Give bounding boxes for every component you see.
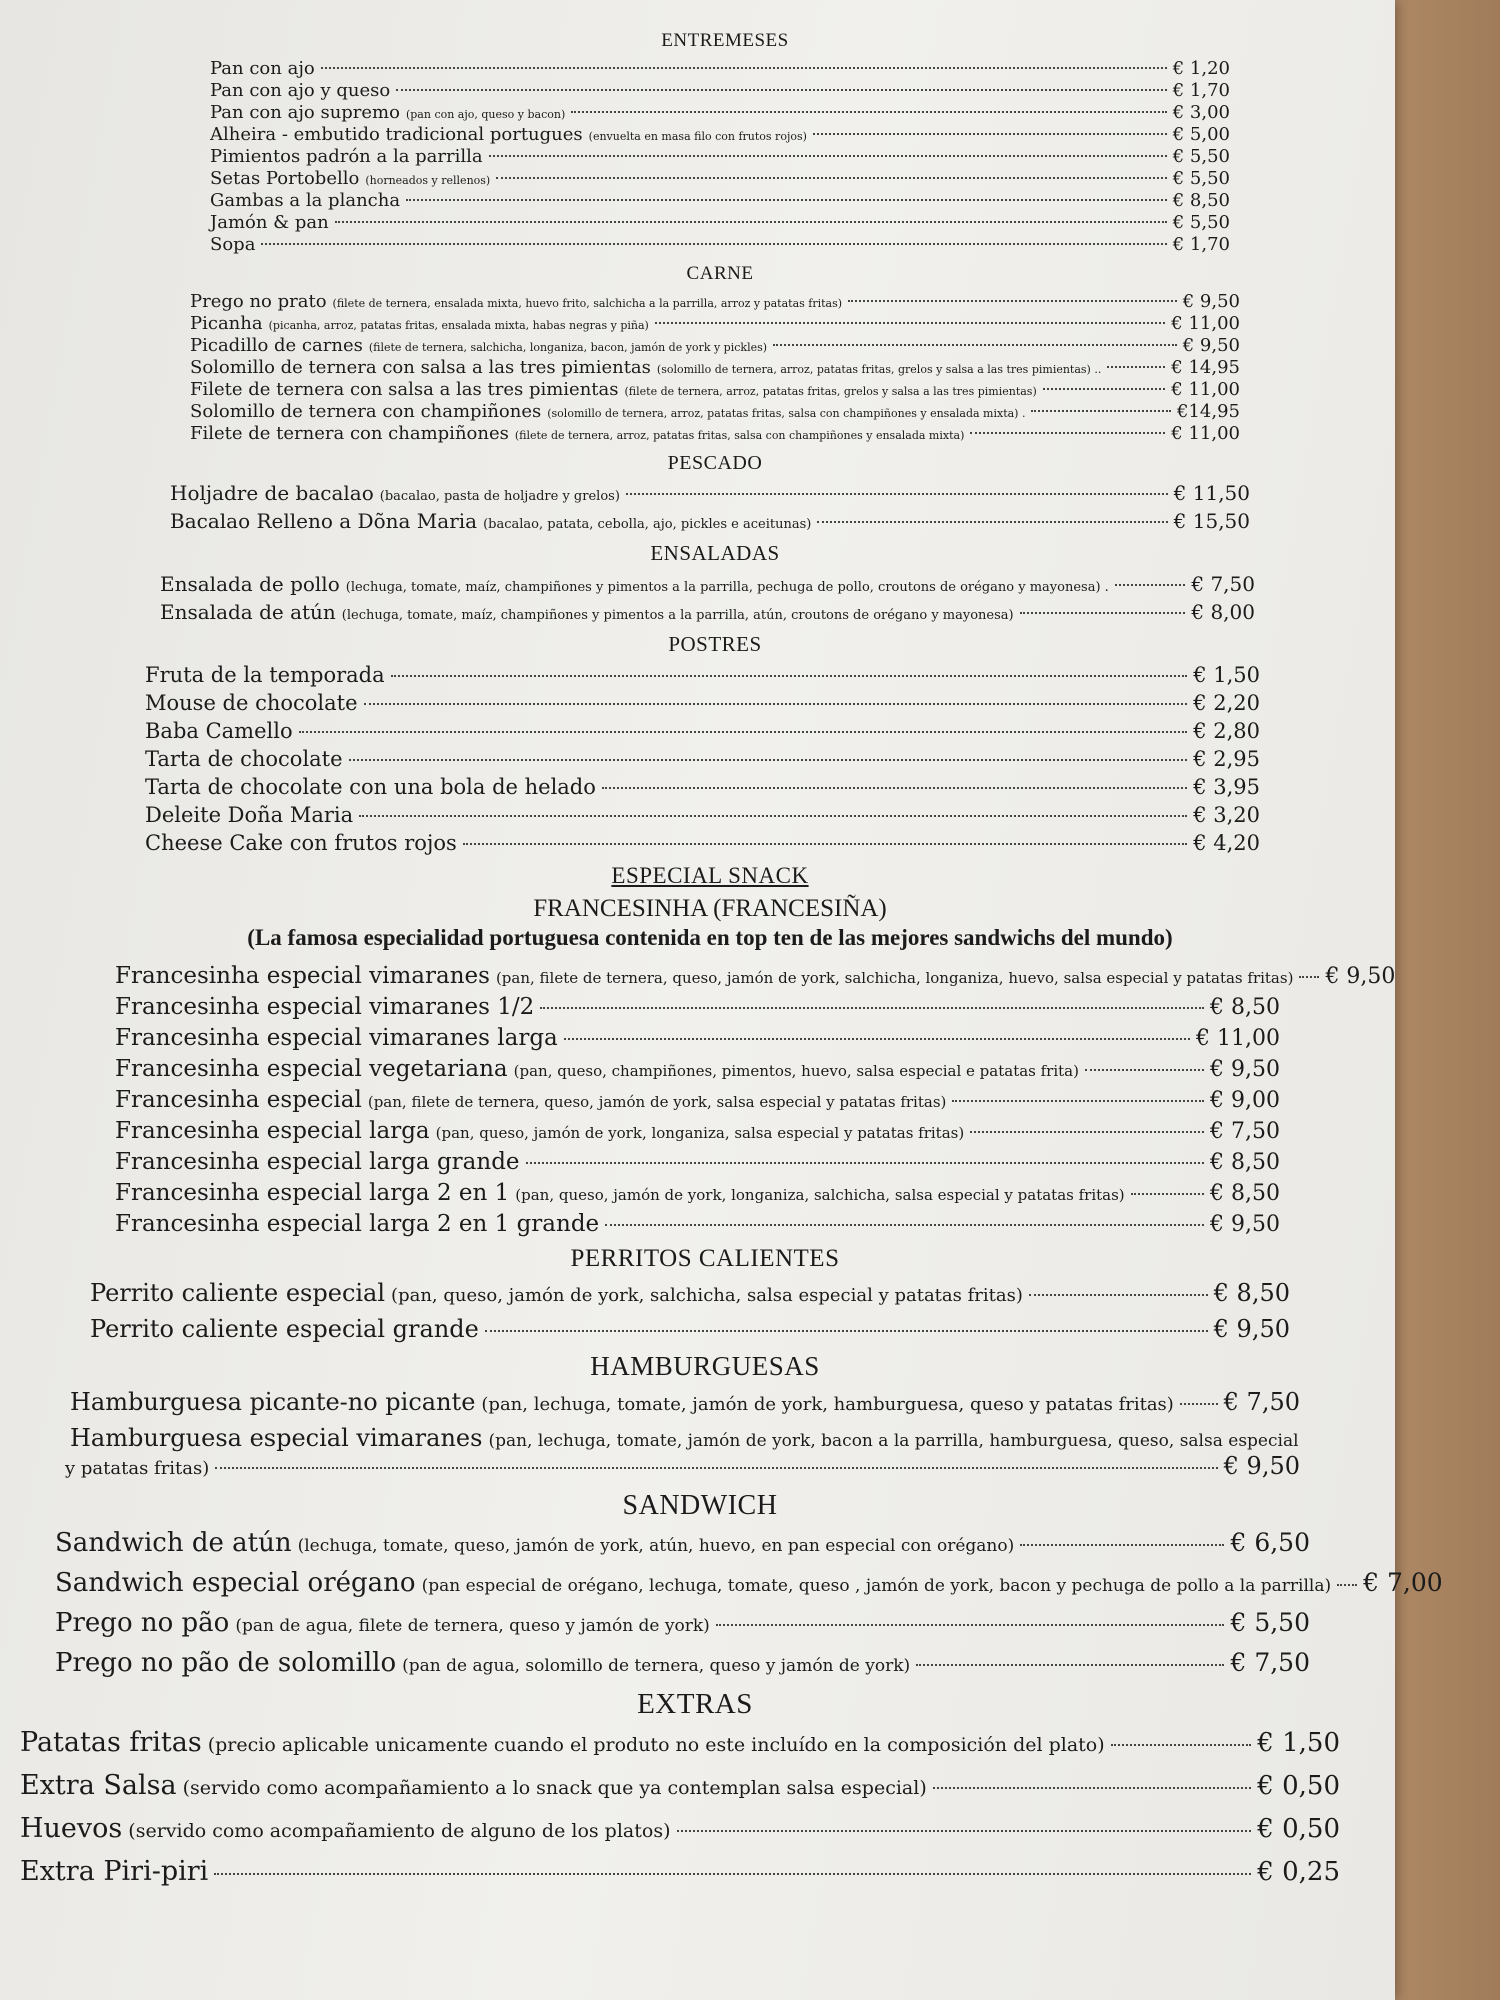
menu-item	[190, 423, 1240, 444]
dot-leader	[817, 521, 1167, 523]
menu-item	[210, 80, 1230, 101]
item-price: € 9,50	[1210, 1212, 1280, 1237]
menu-item	[160, 572, 1255, 596]
item-name: Francesinha especial larga grande	[115, 1149, 520, 1175]
menu-item	[210, 234, 1230, 255]
item-name: Prego no pão de solomillo	[55, 1648, 397, 1678]
item-price: € 1,70	[1172, 234, 1230, 255]
section-perritos	[90, 1279, 1290, 1343]
item-desc: (pan, queso, champiñones, pimentos, huevo, salsa especial e patatas frita)	[513, 1062, 1079, 1080]
menu-item	[210, 58, 1230, 79]
dot-leader	[564, 1038, 1190, 1040]
item-desc: (lechuga, tomate, maíz, champiñones y pimentos a la parrilla, pechuga de pollo, croutons de orégano y mayonesa) .	[345, 580, 1109, 595]
menu-item	[115, 1056, 1280, 1082]
table-surface	[1380, 0, 1500, 2000]
dot-leader	[773, 344, 1177, 346]
item-price: € 0,50	[1257, 1771, 1340, 1801]
section-title-ensaladas: ENSALADAS	[650, 541, 780, 565]
dot-leader	[813, 133, 1167, 135]
item-name: Hamburguesa especial vimaranes	[70, 1424, 483, 1452]
item-name: Extra Piri-piri	[20, 1856, 209, 1887]
dot-leader	[215, 1467, 1217, 1469]
item-price: € 8,50	[1172, 190, 1230, 211]
section-pescado	[170, 481, 1250, 533]
section-postres	[145, 663, 1260, 855]
section-entremeses	[210, 58, 1230, 255]
dot-leader	[359, 815, 1187, 817]
item-name: Tarta de chocolate	[145, 747, 343, 771]
item-desc: (pan, lechuga, tomate, jamón de york, hamburguesa, queso y patatas fritas)	[481, 1394, 1174, 1415]
item-name: Setas Portobello	[210, 168, 360, 189]
item-price: € 11,00	[1171, 379, 1240, 400]
item-price: € 7,50	[1223, 1388, 1300, 1416]
menu-item	[145, 663, 1260, 687]
dot-leader	[463, 843, 1187, 845]
item-name: Francesinha especial larga 2 en 1 grande	[115, 1211, 600, 1237]
dot-leader	[970, 1131, 1204, 1133]
menu-item	[20, 1856, 1340, 1887]
francesinha-tagline: (La famosa especialidad portuguesa contenida en top ten de las mejores sandwichs del mundo)	[247, 925, 1173, 950]
dot-leader	[396, 89, 1167, 91]
item-price: € 6,50	[1230, 1528, 1310, 1557]
dot-leader	[1131, 1193, 1204, 1195]
item-name: Francesinha especial vimaranes	[115, 963, 490, 989]
menu-item	[115, 1211, 1280, 1237]
item-desc: (servido como acompañamiento de alguno de los platos)	[128, 1820, 671, 1842]
item-price: € 1,50	[1193, 663, 1260, 687]
francesinha-subtitle: FRANCESINHA (FRANCESIÑA)	[533, 895, 887, 922]
menu-item	[145, 831, 1260, 855]
section-francesinha	[115, 963, 1396, 1237]
item-desc: (solomillo de ternera, arroz, patatas fritas, salsa con champiñones y ensalada mixta) .	[547, 407, 1026, 420]
dot-leader	[571, 111, 1166, 113]
menu-item	[210, 212, 1230, 233]
dot-leader	[485, 1330, 1208, 1332]
item-name: Francesinha especial larga	[115, 1118, 430, 1144]
menu-item	[55, 1608, 1310, 1638]
item-price: € 9,50	[1210, 1057, 1280, 1082]
section-ensaladas	[160, 572, 1255, 624]
item-name: Picadillo de carnes	[190, 335, 363, 356]
item-desc: (lechuga, tomate, maíz, champiñones y pimentos a la parrilla, atún, croutons de orégano y mayonesa)	[341, 608, 1014, 623]
menu-item	[190, 335, 1240, 356]
item-name: Sandwich de atún	[55, 1528, 292, 1558]
item-desc: (pan especial de orégano, lechuga, tomate, queso , jamón de york, bacon y pechuga de pollo a la parrilla)	[421, 1576, 1332, 1596]
item-name: Hamburguesa picante-no picante	[70, 1388, 476, 1416]
dot-leader	[364, 703, 1188, 705]
item-name: Sandwich especial orégano	[55, 1568, 416, 1598]
item-name: Picanha	[190, 313, 263, 334]
item-name: Holjadre de bacalao	[170, 481, 374, 505]
item-name: Sopa	[210, 234, 256, 255]
item-price: € 11,00	[1171, 423, 1240, 444]
item-desc: (filete de ternera, salchicha, longaniza, bacon, jamón de york y pickles)	[368, 341, 768, 354]
dot-leader	[349, 759, 1188, 761]
item-name: Tarta de chocolate con una bola de helado	[145, 775, 596, 799]
item-name: Extra Salsa	[20, 1770, 177, 1801]
menu-item	[160, 600, 1255, 624]
item-desc: (picanha, arroz, patatas fritas, ensalada mixta, habas negras y piña)	[268, 319, 649, 332]
item-name: Perrito caliente especial	[90, 1279, 386, 1307]
item-price: € 9,50	[1223, 1452, 1300, 1480]
menu-item	[55, 1648, 1310, 1678]
section-title-entremeses: ENTREMESES	[661, 30, 789, 51]
dot-leader	[1115, 584, 1186, 586]
menu-item	[115, 1149, 1280, 1175]
section-sandwich	[55, 1528, 1443, 1678]
dot-leader	[496, 177, 1167, 179]
item-name: Filete de ternera con champiñones	[190, 423, 509, 444]
item-name: Baba Camello	[145, 719, 293, 743]
item-price: € 9,00	[1210, 1088, 1280, 1113]
dot-leader	[1020, 612, 1186, 614]
dot-leader	[1085, 1069, 1204, 1071]
item-price: € 9,50	[1325, 964, 1396, 989]
dot-leader	[1031, 410, 1171, 412]
item-price: € 11,00	[1171, 313, 1240, 334]
dot-leader	[261, 243, 1166, 245]
dot-leader	[1180, 1403, 1218, 1405]
dot-leader	[1043, 388, 1166, 390]
menu-item	[115, 1087, 1280, 1113]
menu-item	[115, 1025, 1280, 1051]
item-name: Mouse de chocolate	[145, 691, 358, 715]
item-name: Solomillo de ternera con salsa a las tres pimientas	[190, 357, 651, 378]
item-price: € 2,95	[1193, 747, 1260, 771]
item-desc: (bacalao, patata, cebolla, ajo, pickles e aceitunas)	[483, 517, 812, 532]
item-name: Pan con ajo supremo	[210, 102, 400, 123]
menu	[20, 22, 1443, 1899]
item-price: € 8,50	[1210, 995, 1280, 1020]
dot-leader	[214, 1873, 1251, 1875]
item-price: € 9,50	[1182, 291, 1240, 312]
item-desc: (pan de agua, solomillo de ternera, queso y jamón de york)	[402, 1656, 911, 1676]
item-name: Pan con ajo	[210, 58, 315, 79]
item-name: Gambas a la plancha	[210, 190, 401, 211]
item-name: Prego no pão	[55, 1608, 230, 1638]
item-price: € 8,00	[1191, 600, 1255, 624]
menu-item	[145, 747, 1260, 771]
menu-item	[210, 190, 1230, 211]
item-name: Francesinha especial vimaranes larga	[115, 1025, 558, 1051]
menu-item	[145, 803, 1260, 827]
menu-item	[170, 481, 1250, 505]
menu-item	[210, 102, 1230, 123]
item-price: € 1,70	[1172, 80, 1230, 101]
section-title-postres: POSTRES	[668, 632, 762, 656]
section-extras	[20, 1727, 1340, 1887]
item-name: Francesinha especial vimaranes 1/2	[115, 994, 535, 1020]
item-price: € 1,20	[1172, 58, 1230, 79]
menu-item	[115, 994, 1280, 1020]
item-name: Huevos	[20, 1813, 123, 1844]
section-hamburguesas	[65, 1388, 1300, 1480]
item-name: Cheese Cake con frutos rojos	[145, 831, 457, 855]
item-desc: (lechuga, tomate, queso, jamón de york, atún, huevo, en pan especial con orégano)	[297, 1536, 1015, 1556]
menu-item	[190, 313, 1240, 334]
menu-item	[115, 1118, 1280, 1144]
item-name: Bacalao Relleno a Dõna Maria	[170, 509, 478, 533]
menu-item	[115, 963, 1396, 989]
dot-leader	[916, 1664, 1224, 1666]
item-price: € 3,00	[1172, 102, 1230, 123]
dot-leader	[1337, 1584, 1357, 1586]
item-desc: (bacalao, pasta de holjadre y grelos)	[379, 489, 620, 504]
dot-leader	[321, 67, 1167, 69]
item-name: Pan con ajo y queso	[210, 80, 391, 101]
dot-leader	[1299, 976, 1319, 978]
item-name: Jamón & pan	[210, 212, 329, 233]
dot-leader	[655, 322, 1165, 324]
item-price: € 14,95	[1171, 357, 1240, 378]
item-desc: (filete de ternera, ensalada mixta, huevo frito, salchicha a la parrilla, arroz y patatas fritas)	[332, 297, 843, 310]
menu-item	[210, 146, 1230, 167]
item-desc: (pan, filete de ternera, queso, jamón de york, salchicha, longaniza, huevo, salsa especial y patatas fritas)	[495, 969, 1294, 987]
menu-item	[145, 775, 1260, 799]
dot-leader	[1111, 1744, 1252, 1746]
item-name: Solomillo de ternera con champiñones	[190, 401, 542, 422]
menu-item	[210, 124, 1230, 145]
menu-item	[55, 1528, 1310, 1558]
item-price: € 0,25	[1257, 1857, 1340, 1887]
dot-leader	[933, 1787, 1252, 1789]
menu-item	[115, 1180, 1280, 1206]
item-price: € 5,50	[1172, 212, 1230, 233]
dot-leader	[299, 731, 1188, 733]
dot-leader	[602, 787, 1187, 789]
item-desc: (precio aplicable unicamente cuando el produto no este incluído en la composición del plato)	[207, 1734, 1105, 1756]
menu-item	[20, 1813, 1340, 1844]
item-name: Pimientos padrón a la parrilla	[210, 146, 483, 167]
item-desc: (servido como acompañamiento a lo snack que ya contemplan salsa especial)	[182, 1777, 927, 1799]
item-price: € 8,50	[1210, 1181, 1280, 1206]
item-price: € 5,50	[1230, 1608, 1310, 1637]
dot-leader	[952, 1100, 1204, 1102]
item-price: € 2,20	[1193, 691, 1260, 715]
menu-item	[145, 719, 1260, 743]
item-desc: (horneados y rellenos)	[365, 174, 491, 187]
section-title-pescado: PESCADO	[667, 452, 763, 474]
item-price: € 3,20	[1193, 803, 1260, 827]
item-price: € 8,50	[1213, 1279, 1290, 1307]
dot-leader	[626, 493, 1168, 495]
dot-leader	[677, 1830, 1252, 1832]
item-price: € 8,50	[1210, 1150, 1280, 1175]
dot-leader	[1029, 1294, 1208, 1296]
menu-item	[190, 379, 1240, 400]
item-name: Ensalada de atún	[160, 600, 336, 624]
item-name: Fruta de la temporada	[145, 663, 385, 687]
item-price: € 5,00	[1172, 124, 1230, 145]
dot-leader	[1107, 366, 1165, 368]
item-name: Filete de ternera con salsa a las tres pimientas	[190, 379, 619, 400]
item-price: € 1,50	[1257, 1728, 1340, 1758]
dot-leader	[716, 1624, 1225, 1626]
item-price: € 3,95	[1193, 775, 1260, 799]
dot-leader	[406, 199, 1167, 201]
item-desc: (pan, queso, jamón de york, longaniza, salsa especial y patatas fritas)	[435, 1124, 965, 1142]
menu-item	[190, 401, 1240, 422]
dot-leader	[335, 221, 1167, 223]
item-price: € 7,50	[1210, 1119, 1280, 1144]
item-name: Patatas fritas	[20, 1727, 202, 1758]
item-name: Prego no prato	[190, 291, 327, 312]
item-price: € 7,50	[1191, 572, 1255, 596]
dot-leader	[540, 1007, 1204, 1009]
menu-item	[55, 1568, 1443, 1598]
section-title-extras: EXTRAS	[637, 1688, 753, 1720]
item-price: € 11,50	[1173, 481, 1250, 505]
menu-item	[70, 1388, 1300, 1416]
menu-item	[20, 1727, 1340, 1758]
dot-leader	[526, 1162, 1204, 1164]
menu-item-hamburguesa-especial	[65, 1424, 1300, 1480]
section-title-sandwich: SANDWICH	[622, 1490, 778, 1521]
item-name: Alheira - embutido tradicional portugues	[210, 124, 583, 145]
section-title-perritos: PERRITOS CALIENTES	[570, 1245, 840, 1272]
item-desc: (solomillo de ternera, arroz, patatas fritas, grelos y salsa a las tres pimientas) ..	[656, 363, 1102, 376]
item-name: Deleite Doña Maria	[145, 803, 354, 827]
dot-leader	[391, 675, 1188, 677]
menu-item	[90, 1279, 1290, 1307]
item-price: € 11,00	[1196, 1026, 1280, 1051]
menu-item	[190, 291, 1240, 312]
item-price: € 2,80	[1193, 719, 1260, 743]
menu-item	[145, 691, 1260, 715]
item-desc: (pan, lechuga, tomate, jamón de york, bacon a la parrilla, hamburguesa, queso, salsa especial	[488, 1431, 1299, 1451]
menu-item	[20, 1770, 1340, 1801]
item-desc: (pan, queso, jamón de york, longaniza, salchicha, salsa especial y patatas fritas)	[515, 1186, 1125, 1204]
item-desc-cont: y patatas fritas)	[65, 1458, 210, 1479]
dot-leader	[970, 432, 1165, 434]
dot-leader	[1020, 1544, 1224, 1546]
section-title-especial-snack: ESPECIAL SNACK	[611, 863, 809, 888]
item-name: Francesinha especial	[115, 1087, 362, 1113]
dot-leader	[605, 1224, 1204, 1226]
item-price: € 15,50	[1173, 509, 1250, 533]
item-price: € 7,00	[1363, 1568, 1443, 1597]
item-desc: (pan, filete de ternera, queso, jamón de york, salsa especial y patatas fritas)	[367, 1093, 947, 1111]
item-price: € 4,20	[1193, 831, 1260, 855]
item-desc: (filete de ternera, arroz, patatas fritas, grelos y salsa a las tres pimientas)	[624, 385, 1037, 398]
item-desc: (envuelta en masa filo con frutos rojos)	[588, 130, 807, 143]
item-desc: (pan, queso, jamón de york, salchicha, salsa especial y patatas fritas)	[391, 1285, 1023, 1306]
item-price: € 9,50	[1213, 1315, 1290, 1343]
item-name: Francesinha especial larga 2 en 1	[115, 1180, 510, 1206]
menu-item	[210, 168, 1230, 189]
item-price: € 0,50	[1257, 1814, 1340, 1844]
dot-leader	[848, 300, 1177, 302]
section-title-hamburguesas: HAMBURGUESAS	[590, 1351, 820, 1381]
dot-leader	[489, 155, 1167, 157]
item-price: € 7,50	[1230, 1648, 1310, 1677]
section-carne	[190, 291, 1240, 444]
menu-item	[90, 1315, 1290, 1343]
item-name: Perrito caliente especial grande	[90, 1315, 479, 1343]
menu-item	[190, 357, 1240, 378]
item-price: €14,95	[1177, 401, 1240, 422]
item-name: Francesinha especial vegetariana	[115, 1056, 508, 1082]
section-title-carne: CARNE	[686, 263, 754, 284]
item-name: Ensalada de pollo	[160, 572, 340, 596]
menu-item	[170, 509, 1250, 533]
item-price: € 5,50	[1172, 146, 1230, 167]
item-price: € 5,50	[1172, 168, 1230, 189]
item-desc: (pan con ajo, queso y bacon)	[405, 108, 566, 121]
item-desc: (pan de agua, filete de ternera, queso y jamón de york)	[235, 1616, 710, 1636]
item-price: € 9,50	[1182, 335, 1240, 356]
item-desc: (filete de ternera, arroz, patatas fritas, salsa con champiñones y ensalada mixta)	[514, 429, 965, 442]
